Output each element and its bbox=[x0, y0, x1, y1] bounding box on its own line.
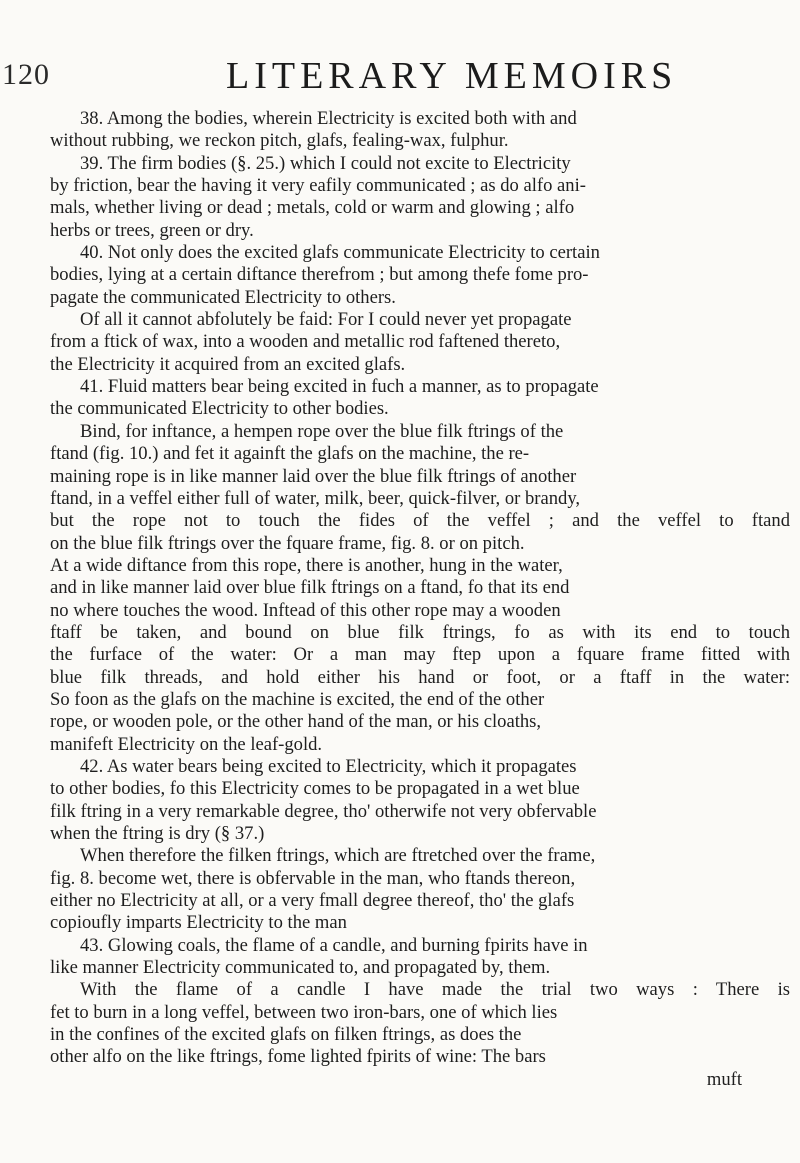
text-line: 41. Fluid matters bear being excited in fuch a manner, as to propagate bbox=[80, 376, 599, 398]
catchword: muft bbox=[706, 1068, 742, 1090]
text-line: either no Electricity at all, or a very fmall degree thereof, tho' the glafs bbox=[50, 890, 575, 912]
text-line: pagate the communicated Electricity to others. bbox=[50, 286, 396, 308]
running-title: LITERARY MEMOIRS bbox=[226, 55, 678, 97]
text-line: ftand, in a veffel either full of water, milk, beer, quick-filver, or brandy, bbox=[50, 487, 581, 509]
text-line: At a wide diftance from this rope, there is another, hung in the water, bbox=[50, 554, 563, 576]
text-line: fig. 8. become wet, there is obfervable in the man, who ftands thereon, bbox=[50, 867, 576, 889]
text-line: filk ftring in a very remarkable degree, tho' otherwife not very obfervable bbox=[50, 800, 597, 822]
text-line: like manner Electricity communicated to, and propagated by, them. bbox=[50, 957, 551, 979]
text-line: the furface of the water: Or a man may ftep upon a fquare frame fitted with bbox=[50, 644, 790, 666]
text-line: the communicated Electricity to other bodies. bbox=[50, 398, 389, 420]
text-line: copioufly imparts Electricity to the man bbox=[50, 912, 347, 934]
text-line: Bind, for inftance, a hempen rope over the blue filk ftrings of the bbox=[80, 420, 564, 442]
text-line: With the flame of a candle I have made the trial two ways : There is bbox=[80, 979, 790, 1001]
text-line: mals, whether living or dead ; metals, cold or warm and glowing ; alfo bbox=[50, 197, 575, 219]
text-line: 40. Not only does the excited glafs communicate Electricity to certain bbox=[80, 242, 600, 264]
text-line: herbs or trees, green or dry. bbox=[50, 219, 254, 241]
text-line: maining rope is in like manner laid over the blue filk ftrings of another bbox=[50, 465, 577, 487]
text-line: 43. Glowing coals, the flame of a candle, and burning fpirits have in bbox=[80, 934, 588, 956]
text-line: rope, or wooden pole, or the other hand of the man, or his cloaths, bbox=[50, 711, 542, 733]
text-line: without rubbing, we reckon pitch, glafs, fealing-wax, fulphur. bbox=[50, 130, 509, 152]
text-line: other alfo on the like ftrings, fome lighted fpirits of wine: The bars bbox=[50, 1046, 546, 1068]
text-line: from a ftick of wax, into a wooden and metallic rod faftened thereto, bbox=[50, 331, 561, 353]
text-line: 38. Among the bodies, wherein Electricity is excited both with and bbox=[80, 108, 577, 129]
text-line: Of all it cannot abfolutely be faid: For I could never yet propagate bbox=[80, 309, 572, 331]
body-text bbox=[50, 108, 790, 1091]
text-line: the Electricity it acquired from an excited glafs. bbox=[50, 353, 406, 375]
text-line: when the ftring is dry (§ 37.) bbox=[50, 823, 265, 844]
text-line: but the rope not to touch the fides of the veffel ; and the veffel to ftand bbox=[50, 510, 790, 532]
text-line: ftand (fig. 10.) and fet it againft the glafs on the machine, the re- bbox=[50, 443, 530, 465]
page-number: 120 bbox=[2, 58, 50, 91]
text-line: bodies, lying at a certain diftance therefrom ; but among thefe fome pro- bbox=[50, 264, 589, 286]
text-line: in the confines of the excited glafs on filken ftrings, as does the bbox=[50, 1024, 522, 1046]
text-line: on the blue filk ftrings over the fquare frame, fig. 8. or on pitch. bbox=[50, 532, 525, 554]
text-line: 39. The firm bodies (§. 25.) which I could not excite to Electricity bbox=[80, 152, 571, 174]
text-line: no where touches the wood. Inftead of this other rope may a wooden bbox=[50, 599, 561, 621]
text-line: ftaff be taken, and bound on blue filk ftrings, fo as with its end to touch bbox=[50, 621, 790, 643]
text-line: to other bodies, fo this Electricity comes to be propagated in a wet blue bbox=[50, 778, 580, 800]
text-line: When therefore the filken ftrings, which are ftretched over the frame, bbox=[80, 845, 596, 867]
text-line: fet to burn in a long veffel, between two iron-bars, one of which lies bbox=[50, 1001, 558, 1023]
text-line: by friction, bear the having it very eafily communicated ; as do alfo ani- bbox=[50, 175, 586, 197]
text-line: blue filk threads, and hold either his hand or foot, or a ftaff in the water: bbox=[50, 666, 790, 688]
text-line: and in like manner laid over blue filk ftrings on a ftand, fo that its end bbox=[50, 577, 570, 599]
text-line: So foon as the glafs on the machine is excited, the end of the other bbox=[50, 688, 545, 710]
text-line: manifeft Electricity on the leaf-gold. bbox=[50, 733, 323, 755]
text-line: 42. As water bears being excited to Electricity, which it propagates bbox=[80, 755, 577, 777]
